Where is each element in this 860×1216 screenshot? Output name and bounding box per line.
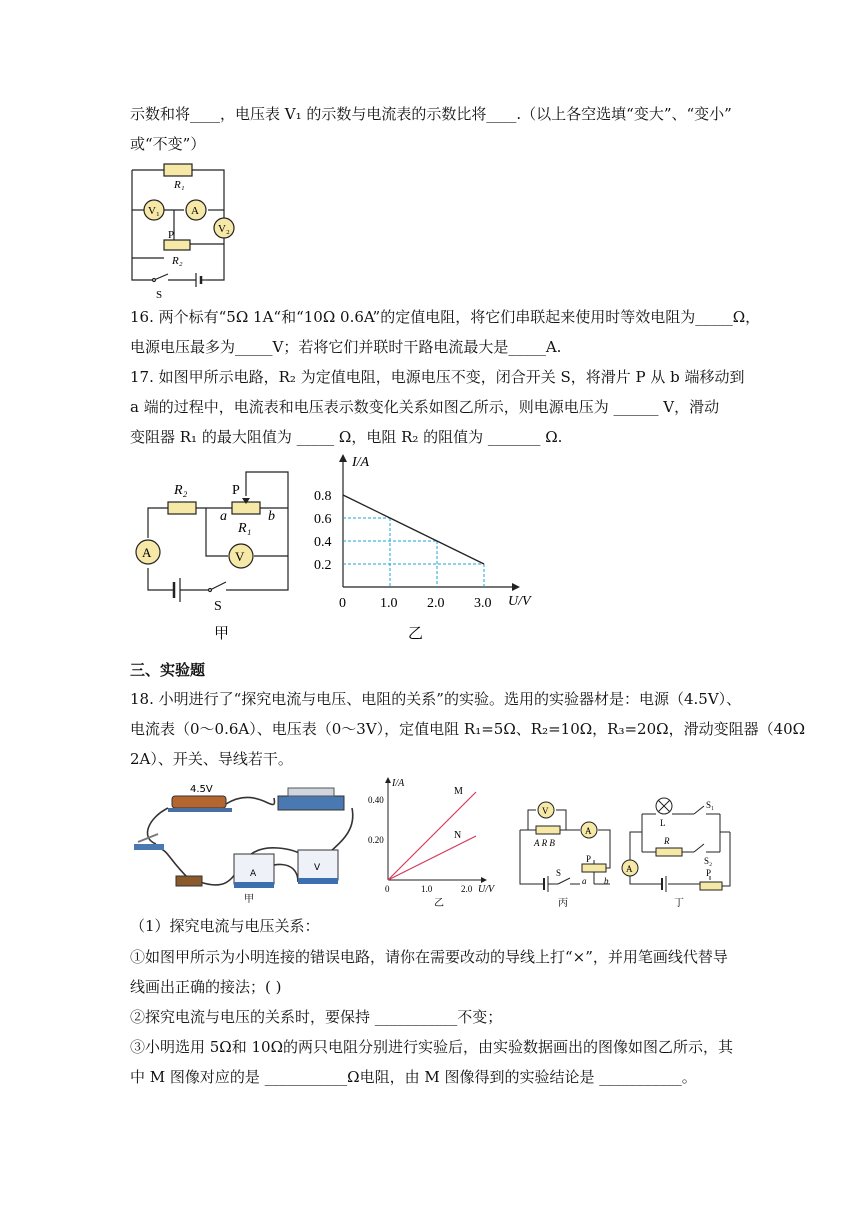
apparatus-figure-18-jia xyxy=(128,778,358,904)
p-label: P xyxy=(168,229,175,241)
figure-caption-yi-18: 乙 xyxy=(434,898,444,909)
series-label-N: N xyxy=(454,830,462,841)
question-17-line-2: a 端的过程中，电流表和电压表示数变化关系如图乙所示，则电源电压为 ______ V，滑动 xyxy=(130,398,720,416)
x-axis-label: U/V xyxy=(478,884,495,895)
b-end-label: b xyxy=(604,876,609,886)
section-heading-experiments: 三、实验题 xyxy=(130,661,206,679)
y-tick-label: 0.20 xyxy=(368,835,384,845)
part-1-item-3-line-1: ③小明选用 5Ω和 10Ω的两只电阻分别进行实验后，由实验数据画出的图像如图乙所示，其 xyxy=(130,1038,734,1056)
x-tick-label: 0 xyxy=(385,884,390,894)
switch-label: S xyxy=(156,289,163,300)
arb-label: A R B xyxy=(534,838,555,848)
figure-caption-jia: 甲 xyxy=(214,624,230,642)
s1-label: S₁ xyxy=(706,800,715,810)
figure-caption-bing: 丙 xyxy=(558,898,568,908)
ammeter-label: A xyxy=(191,205,199,217)
x-tick-label: 1.0 xyxy=(421,884,433,894)
y-tick-label: 0.40 xyxy=(368,795,384,805)
y-tick-label: 0.6 xyxy=(314,512,332,527)
circuit-figure-15 xyxy=(124,158,244,300)
voltmeter-label: V xyxy=(235,549,245,564)
p-label: P xyxy=(586,854,592,864)
question-18-line-2: 电流表（0～0.6A）、电压表（0～3V），定值电阻 R₁=5Ω、R₂=10Ω，R₃=20Ω，滑动变阻器（40Ω xyxy=(130,720,806,738)
ammeter-label: A xyxy=(142,545,152,560)
r2-label: R₂ xyxy=(172,255,183,267)
part-1-heading: （1）探究电流与电压关系： xyxy=(130,917,320,935)
text-line-1: 示数和将____，电压表 V₁ 的示数与电流表的示数比将____.（以上各空选填“变大”、“变小” xyxy=(130,105,732,123)
v1-label: V₁ xyxy=(148,205,160,217)
y-tick-label: 0.8 xyxy=(314,489,332,504)
ammeter-label: A xyxy=(585,826,592,836)
y-tick-label: 0.4 xyxy=(314,535,332,550)
circuit-figure-18-bing xyxy=(510,790,620,908)
r2-label: R₂ xyxy=(174,483,188,498)
part-1-item-1-line-1: ①如图甲所示为小明连接的错误电路，请你在需要改动的导线上打“×”，并用笔画线代替导 xyxy=(130,948,728,966)
question-18-line-1: 18. 小明进行了“探究电流与电压、电阻的关系”的实验。选用的实验器材是：电源（4.5V）、 xyxy=(130,690,742,708)
y-tick-label: 0.2 xyxy=(314,558,332,573)
svg-text:A: A xyxy=(250,869,257,879)
figure-caption-jia-18: 甲 xyxy=(244,894,254,904)
chart-18-yi xyxy=(368,774,508,910)
part-1-item-1-line-2: 线画出正确的接法；( ) xyxy=(130,978,282,996)
chart-17-yi xyxy=(310,450,540,645)
series-label-M: M xyxy=(454,786,463,797)
r1-label: R₁ xyxy=(174,179,185,191)
y-axis-label: I/A xyxy=(392,778,405,789)
question-17-line-3: 变阻器 R₁ 的最大阻值为 _____ Ω，电阻 R₂ 的阻值为 _______ Ω. xyxy=(130,428,563,446)
text-line-2: 或“不变”） xyxy=(130,135,206,153)
question-16-line-1: 16. 两个标有“5Ω 1A“和“10Ω 0.6A”的定值电阻，将它们串联起来使用时等效电阻为_____Ω， xyxy=(130,308,761,326)
circuit-figure-18-ding xyxy=(620,790,740,908)
ammeter-label: A xyxy=(626,864,633,874)
a-end-label: a xyxy=(582,876,587,886)
x-tick-label: 2.0 xyxy=(427,596,445,611)
s2-label: S₂ xyxy=(704,856,713,866)
x-tick-label: 0 xyxy=(339,596,346,611)
a-end-label: a xyxy=(220,509,227,524)
question-16-line-2: 电源电压最多为_____V；若将它们并联时干路电流最大是_____A. xyxy=(130,338,562,356)
figure-caption-yi: 乙 xyxy=(408,624,424,642)
circuit-figure-17-jia xyxy=(130,460,305,645)
switch-label: S xyxy=(214,599,222,614)
part-1-item-3-line-2: 中 M 图像对应的是 ___________Ω电阻，由 M 图像得到的实验结论是 ___________。 xyxy=(130,1068,697,1086)
svg-text:V: V xyxy=(314,863,321,873)
b-end-label: b xyxy=(268,509,275,524)
figure-caption-ding: 丁 xyxy=(674,898,684,908)
battery-label: 4.5V xyxy=(190,784,213,795)
r1-label: R₁ xyxy=(238,521,252,536)
voltmeter-label: V xyxy=(542,806,549,816)
r-label: R xyxy=(664,836,670,846)
question-18-line-3: 2A）、开关、导线若干。 xyxy=(130,750,293,768)
series-line-M xyxy=(388,792,476,880)
lamp-label: L xyxy=(660,818,666,828)
v2-label: V₂ xyxy=(218,223,230,235)
y-axis-label: I/A xyxy=(352,455,370,470)
x-tick-label: 3.0 xyxy=(474,596,492,611)
x-axis-label: U/V xyxy=(508,594,531,609)
switch-label: S xyxy=(556,868,562,878)
x-tick-label: 1.0 xyxy=(380,596,398,611)
question-17-line-1: 17. 如图甲所示电路，R₂ 为定值电阻，电源电压不变，闭合开关 S，将滑片 P 从 b 端移动到 xyxy=(130,368,745,386)
p-label: P xyxy=(232,483,240,498)
series-line-N xyxy=(388,836,476,880)
part-1-item-2: ②探究电流与电压的关系时，要保持 ___________不变； xyxy=(130,1008,503,1026)
x-tick-label: 2.0 xyxy=(461,884,473,894)
series-line xyxy=(343,495,484,564)
p-label: P xyxy=(706,868,712,878)
